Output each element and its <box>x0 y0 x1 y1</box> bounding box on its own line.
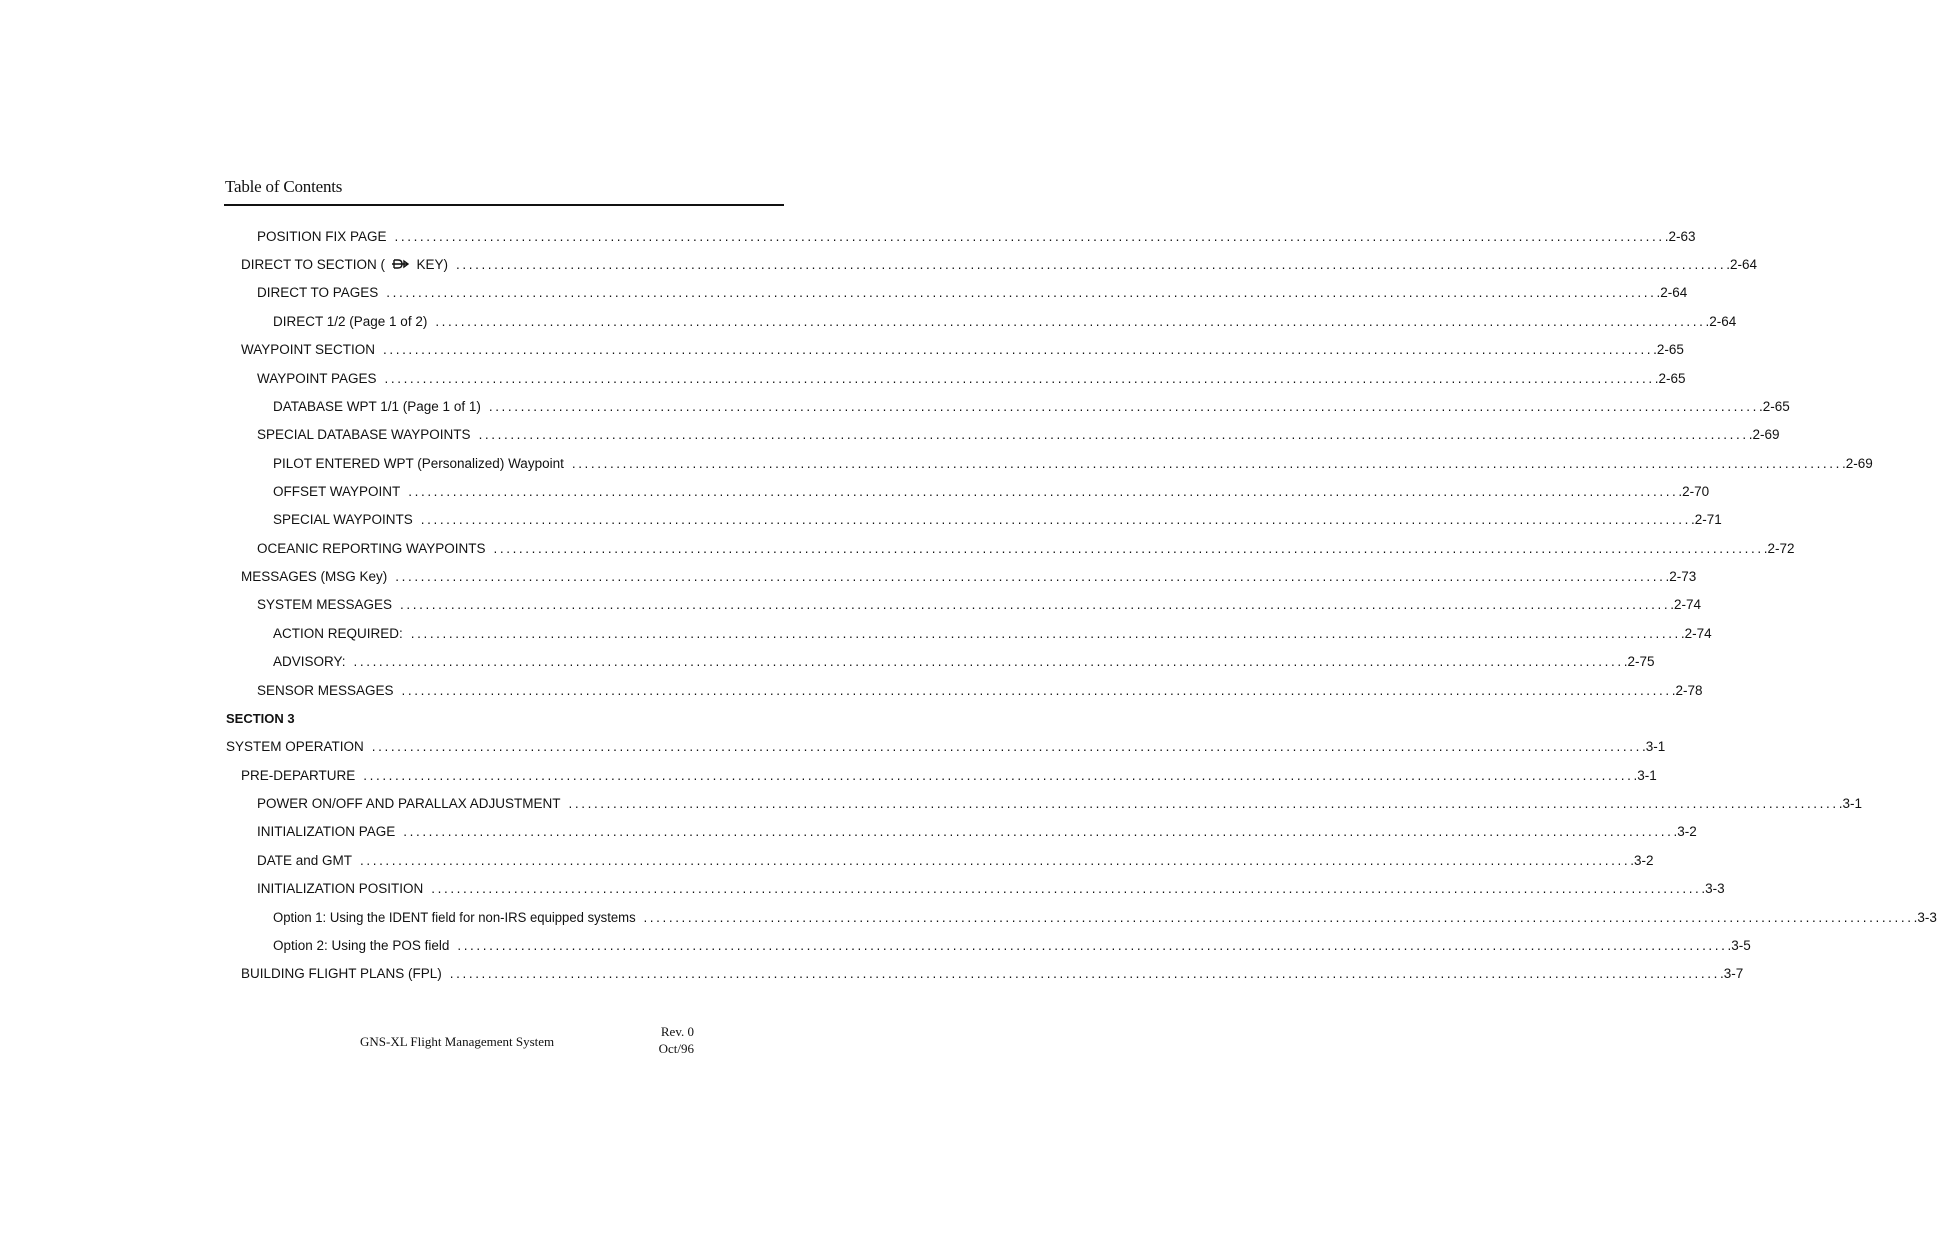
toc-entry[interactable] <box>257 794 1862 814</box>
dot-leader: ........................................................................................................................................................................................................ <box>435 314 1706 329</box>
dot-leader: ........................................................................................................................................................................................................ <box>571 456 1842 471</box>
toc-entry-title: POWER ON/OFF AND PARALLAX ADJUSTMENT <box>257 796 561 811</box>
toc-entry-title: MESSAGES (MSG Key) <box>241 569 388 584</box>
header-rule <box>224 204 784 206</box>
section-heading: SECTION 3 <box>226 711 295 726</box>
toc-entry[interactable] <box>241 340 1684 360</box>
toc-entry[interactable] <box>226 737 1666 757</box>
dot-leader: ........................................................................................................................................................................................................ <box>449 966 1720 981</box>
toc-entry-page: .2-64 <box>1726 257 1757 272</box>
toc-entry-title: POSITION FIX PAGE <box>257 229 387 244</box>
toc-entry-page: .2-75 <box>1623 654 1655 669</box>
toc-entry-page: .2-65 <box>1654 371 1686 386</box>
toc-entry[interactable] <box>273 936 1751 956</box>
toc-entry[interactable] <box>257 539 1795 559</box>
toc-entry[interactable] <box>273 624 1712 644</box>
toc-entry[interactable] <box>241 766 1657 786</box>
dot-leader: ........................................................................................................................................................................................................ <box>353 654 1624 669</box>
dot-leader: ........................................................................................................................................................................................................ <box>384 371 1655 386</box>
direct-to-icon <box>392 259 410 269</box>
dot-leader: ........................................................................................................................................................................................................ <box>410 626 1681 641</box>
toc-entry-page: .2-74 <box>1670 597 1701 612</box>
dot-leader: ........................................................................................................................................................................................................ <box>408 484 1679 499</box>
toc-entry-page: .2-65 <box>1653 342 1684 357</box>
toc-entry-page: .3-1 <box>1838 796 1862 811</box>
toc-entry-title: BUILDING FLIGHT PLANS (FPL) <box>241 966 442 981</box>
toc-entry-page: .2-65 <box>1759 399 1790 414</box>
toc-entry[interactable] <box>257 851 1654 871</box>
dot-leader: ........................................................................................................................................................................................................ <box>431 881 1702 896</box>
dot-leader: ........................................................................................................................................................................................................ <box>488 399 1759 414</box>
toc-entry-title: WAYPOINT SECTION <box>241 342 376 357</box>
toc-entry-page: .2-72 <box>1763 541 1795 556</box>
dot-leader: ........................................................................................................................................................................................................ <box>403 824 1674 839</box>
toc-entry-title: PRE-DEPARTURE <box>241 768 356 783</box>
dot-leader: ........................................................................................................................................................................................................ <box>568 796 1839 811</box>
toc-entry-title: INITIALIZATION PAGE <box>257 824 396 839</box>
toc-entry-title: Option 2: Using the POS field <box>273 938 450 953</box>
toc-entry[interactable] <box>241 255 1757 275</box>
toc-entry-page: .2-64 <box>1705 314 1737 329</box>
toc-entry-page: .3-5 <box>1727 938 1751 953</box>
page-title: Table of Contents <box>225 177 343 196</box>
toc-entry-title: DIRECT TO PAGES <box>257 285 379 300</box>
toc-entry[interactable] <box>273 908 1937 928</box>
dot-leader: ........................................................................................................................................................................................................ <box>478 427 1749 442</box>
toc-entry-page: .2-69 <box>1748 427 1780 442</box>
toc-entry-page: .2-71 <box>1690 512 1722 527</box>
dot-leader: ........................................................................................................................................................................................................ <box>363 768 1634 783</box>
toc-entry-page: .3-3 <box>1913 910 1937 925</box>
toc-entry-title: OCEANIC REPORTING WAYPOINTS <box>257 541 486 556</box>
dot-leader: ........................................................................................................................................................................................................ <box>401 683 1672 698</box>
dot-leader: ........................................................................................................................................................................................................ <box>493 541 1764 556</box>
toc-entry-page: .3-1 <box>1641 739 1666 754</box>
toc-entry[interactable] <box>273 397 1790 417</box>
toc-entry-page: .2-70 <box>1678 484 1710 499</box>
toc-entry[interactable] <box>257 822 1697 842</box>
toc-entry-page: .2-63 <box>1664 229 1696 244</box>
toc-entry-page: .3-2 <box>1673 824 1697 839</box>
toc-entry[interactable] <box>273 482 1710 502</box>
footer-date: Oct/96 <box>658 1041 694 1056</box>
toc-entry-title-prefix: DIRECT TO SECTION ( <box>241 257 389 272</box>
toc-entry-title: OFFSET WAYPOINT <box>273 484 401 499</box>
toc-entry[interactable] <box>257 227 1696 247</box>
toc-entry-page: .3-1 <box>1633 768 1657 783</box>
toc-entry-page: .3-7 <box>1719 966 1744 981</box>
dot-leader: ........................................................................................................................................................................................................ <box>394 229 1665 244</box>
toc-entry-title: Option 1: Using the IDENT field for non-IRS equipped systems <box>273 910 636 925</box>
toc-entry[interactable] <box>241 567 1697 587</box>
footer-product-name: GNS-XL Flight Management System <box>360 1034 555 1049</box>
toc-entry[interactable] <box>273 312 1737 332</box>
toc-entry-title: DIRECT 1/2 (Page 1 of 2) <box>273 314 428 329</box>
toc-entry[interactable] <box>273 510 1722 530</box>
dot-leader: ........................................................................................................................................................................................................ <box>395 569 1666 584</box>
toc-entry-title: ACTION REQUIRED: <box>273 626 403 641</box>
toc-entry-page: .3-2 <box>1630 853 1654 868</box>
toc-entry[interactable] <box>257 369 1686 389</box>
toc-entry-title: DATE and GMT <box>257 853 353 868</box>
toc-entry-title <box>241 255 456 275</box>
toc-entry[interactable] <box>257 879 1725 899</box>
toc-entry-title: INITIALIZATION POSITION <box>257 881 424 896</box>
dot-leader: ........................................................................................................................................................................................................ <box>360 853 1631 868</box>
toc-entry-page: .2-74 <box>1680 626 1712 641</box>
toc-entry[interactable] <box>273 652 1655 672</box>
dot-leader: ........................................................................................................................................................................................................ <box>371 739 1642 754</box>
toc-entry-page: .2-64 <box>1656 285 1688 300</box>
dot-leader: ........................................................................................................................................................................................................ <box>420 512 1691 527</box>
toc-entry-title-suffix: KEY) <box>412 257 449 272</box>
toc-entry-title: SPECIAL DATABASE WAYPOINTS <box>257 427 471 442</box>
toc-entry-page: .3-3 <box>1701 881 1725 896</box>
toc-entry-title: SYSTEM MESSAGES <box>257 597 393 612</box>
toc-entry[interactable] <box>257 425 1780 445</box>
toc-entry[interactable] <box>241 964 1744 984</box>
footer-revision <box>659 1023 694 1057</box>
toc-entry-title: WAYPOINT PAGES <box>257 371 377 386</box>
footer-rev-label: Rev. 0 <box>660 1024 694 1039</box>
toc-entry-title: PILOT ENTERED WPT (Personalized) Waypoint <box>273 456 564 471</box>
dot-leader: ........................................................................................................................................................................................................ <box>457 938 1728 953</box>
toc-entry[interactable] <box>273 454 1873 474</box>
toc-entry-title: SENSOR MESSAGES <box>257 683 394 698</box>
dot-leader: ........................................................................................................................................................................................................ <box>643 910 1914 925</box>
dot-leader: ........................................................................................................................................................................................................ <box>456 257 1727 272</box>
dot-leader: ........................................................................................................................................................................................................ <box>400 597 1671 612</box>
toc-entry-title: ADVISORY: <box>273 654 346 669</box>
dot-leader: ........................................................................................................................................................................................................ <box>383 342 1654 357</box>
toc-entry-page: .2-78 <box>1671 683 1703 698</box>
toc-entry[interactable] <box>257 283 1688 303</box>
toc-entry[interactable] <box>257 595 1701 615</box>
toc-entry-title: SPECIAL WAYPOINTS <box>273 512 413 527</box>
toc-entry[interactable] <box>257 681 1703 701</box>
toc-entry-title: DATABASE WPT 1/1 (Page 1 of 1) <box>273 399 481 414</box>
toc-entry-title: SYSTEM OPERATION <box>226 739 364 754</box>
toc-entry-page: .2-73 <box>1665 569 1697 584</box>
dot-leader: ........................................................................................................................................................................................................ <box>386 285 1657 300</box>
toc-entry-page: .2-69 <box>1842 456 1873 471</box>
